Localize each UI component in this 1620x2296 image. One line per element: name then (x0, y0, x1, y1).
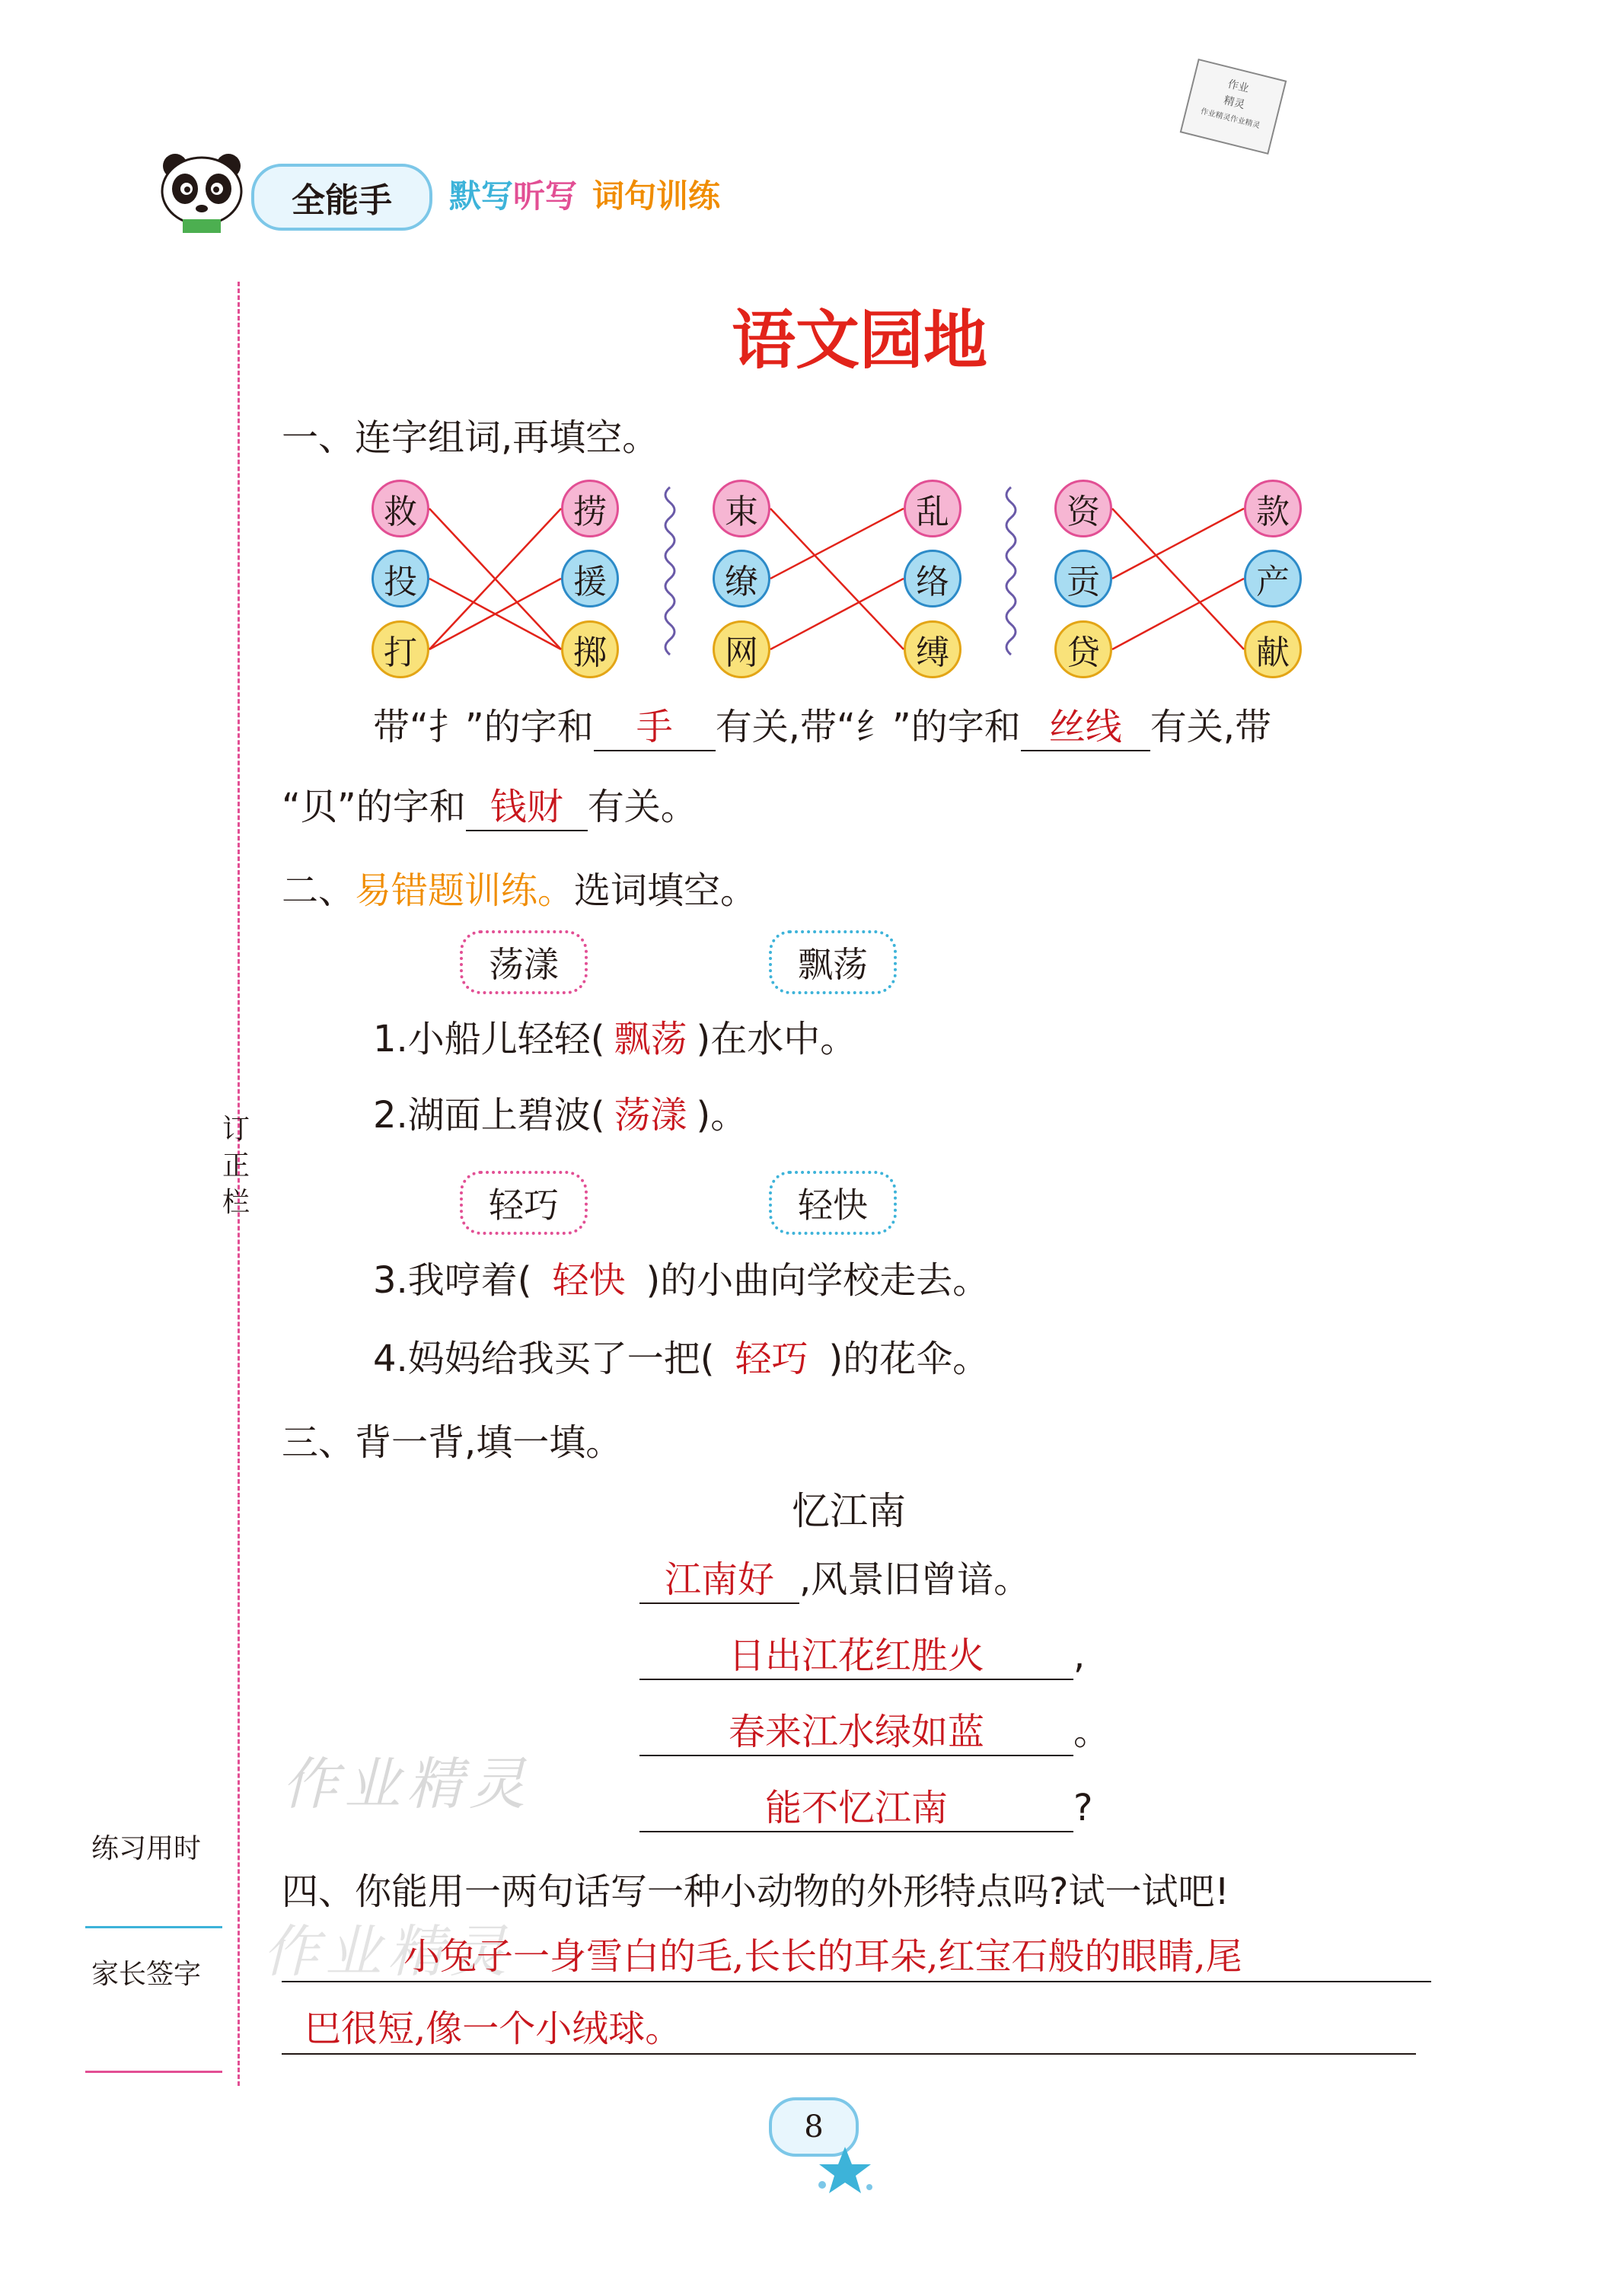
poem-line-4: 能不忆江南 ? (639, 1785, 1092, 1832)
poem-line-1: 江南好 ,风景旧曾谙。 (639, 1557, 1030, 1604)
correction-column: 订 正 栏 (222, 1114, 250, 1218)
answer-blank[interactable]: 手 (594, 704, 716, 751)
char-circle[interactable]: 产 (1244, 550, 1302, 607)
char-circle[interactable]: 缭 (713, 550, 770, 607)
section4-heading: 四、你能用一两句话写一种小动物的外形特点吗?试一试吧! (282, 1870, 1229, 1913)
section1-sentence-line2: “贝”的字和 钱财 有关。 (282, 784, 697, 831)
question-4: 4.妈妈给我买了一把( 轻巧 )的花伞。 (373, 1338, 990, 1380)
section3-heading: 三、背一背,填一填。 (282, 1421, 623, 1464)
char-circle[interactable]: 贡 (1054, 550, 1112, 607)
watermark: 作业精灵 (263, 1919, 512, 1985)
section4-answer-line2[interactable]: 巴很短,像一个小绒球。 (282, 2006, 1416, 2055)
word-option[interactable]: 轻巧 (460, 1171, 588, 1235)
answer-blank[interactable]: 丝线 (1021, 704, 1150, 751)
char-circle[interactable]: 束 (713, 480, 770, 537)
practice-time-label: 练习用时 (91, 1833, 202, 1864)
char-circle[interactable]: 资 (1054, 480, 1112, 537)
poem-line-3: 春来江水绿如蓝 。 (639, 1709, 1110, 1756)
char-circle[interactable]: 乱 (904, 480, 961, 537)
corner-stamp: 作业 精灵 作业精灵作业精灵 (1180, 59, 1287, 155)
char-circle[interactable]: 掷 (561, 620, 619, 678)
char-circle[interactable]: 网 (713, 620, 770, 678)
section2-heading: 二、易错题训练。选词填空。 (282, 869, 757, 912)
page-title: 语文园地 (731, 303, 987, 378)
answer-blank[interactable]: 钱财 (466, 784, 588, 831)
word-option[interactable]: 荡漾 (460, 930, 588, 994)
poem-title: 忆江南 (792, 1489, 906, 1533)
char-circle[interactable]: 款 (1244, 480, 1302, 537)
header-subtitle: 默写听写 词句训练 (449, 177, 721, 215)
poem-line-2: 日出江花红胜火 , (639, 1633, 1085, 1680)
question-1: 1.小船儿轻轻( 飘荡 )在水中。 (373, 1018, 857, 1060)
word-option[interactable]: 飘荡 (769, 930, 897, 994)
answer-blank[interactable]: 能不忆江南 (639, 1785, 1073, 1832)
section4-answer-line1[interactable]: 小兔子一身雪白的毛,长长的耳朵,红宝石般的眼睛,尾 (282, 1934, 1431, 1982)
watermark: 作业精灵 (282, 1752, 531, 1817)
question-3: 3.我哼着( 轻快 )的小曲向学校走去。 (373, 1259, 990, 1302)
char-circle[interactable]: 献 (1244, 620, 1302, 678)
char-circle[interactable]: 援 (561, 550, 619, 607)
matching-lines (0, 0, 1620, 761)
char-circle[interactable]: 投 (372, 550, 429, 607)
answer-blank[interactable]: 日出江花红胜火 (639, 1633, 1073, 1680)
char-circle[interactable]: 打 (372, 620, 429, 678)
char-circle[interactable]: 缚 (904, 620, 961, 678)
parent-sign-line (85, 2071, 222, 2073)
answer-fill[interactable]: 轻巧 (735, 1338, 808, 1380)
char-circle[interactable]: 救 (372, 480, 429, 537)
char-circle[interactable]: 捞 (561, 480, 619, 537)
answer-fill[interactable]: 轻快 (552, 1259, 626, 1302)
parent-sign-label: 家长签字 (91, 1959, 202, 1990)
char-circle[interactable]: 络 (904, 550, 961, 607)
answer-fill[interactable]: 荡漾 (614, 1094, 687, 1137)
question-2: 2.湖面上碧波( 荡漾 )。 (373, 1094, 748, 1137)
section1-sentence-line1: 带“扌”的字和 手 有关,带“纟”的字和 丝线 有关,带 (373, 704, 1271, 751)
brand-title: 全能手 (292, 181, 392, 220)
char-circle[interactable]: 贷 (1054, 620, 1112, 678)
page-number: 8 (804, 2109, 824, 2145)
section1-heading: 一、连字组词,再填空。 (282, 416, 659, 459)
practice-time-line (85, 1926, 222, 1928)
answer-blank[interactable]: 春来江水绿如蓝 (639, 1709, 1073, 1756)
star-icon (815, 2143, 875, 2196)
word-option[interactable]: 轻快 (769, 1171, 897, 1235)
answer-blank[interactable]: 江南好 (639, 1557, 799, 1604)
answer-fill[interactable]: 飘荡 (614, 1018, 687, 1060)
